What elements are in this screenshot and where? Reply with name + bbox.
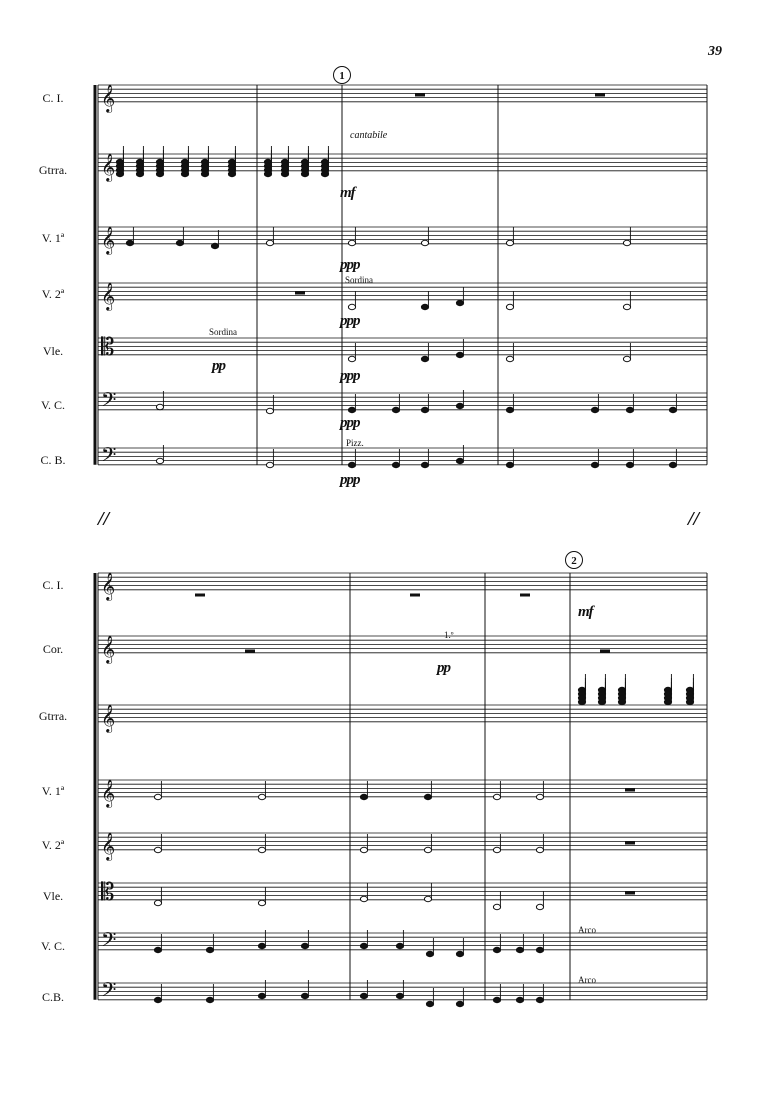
notehead xyxy=(266,462,273,467)
notehead xyxy=(626,462,633,467)
notehead xyxy=(181,171,188,176)
clef-icon: 𝄞 xyxy=(101,571,116,600)
notehead xyxy=(421,356,428,361)
notehead xyxy=(201,171,208,176)
notehead xyxy=(506,356,513,361)
notehead xyxy=(626,407,633,412)
notehead xyxy=(456,300,463,305)
notehead xyxy=(301,993,308,998)
notehead xyxy=(156,171,163,176)
notehead xyxy=(348,240,355,245)
notehead xyxy=(493,847,500,852)
notehead xyxy=(258,900,265,905)
notehead xyxy=(258,993,265,998)
notehead xyxy=(536,947,543,952)
instrument-label: C. B. xyxy=(40,453,66,467)
notehead xyxy=(686,699,693,704)
rehearsal-mark: 1 xyxy=(333,66,351,84)
notehead xyxy=(664,699,671,704)
dynamic-marking: ppp xyxy=(340,368,360,384)
notehead xyxy=(493,794,500,799)
clef-icon: 𝄡 xyxy=(101,332,115,361)
system-break-right: // xyxy=(688,508,700,530)
notehead xyxy=(348,462,355,467)
notehead xyxy=(301,943,308,948)
clef-icon: 𝄞 xyxy=(101,225,116,254)
notehead xyxy=(516,997,523,1002)
clef-icon: 𝄢 xyxy=(101,387,117,416)
sordina-marking: Sordina xyxy=(345,275,373,285)
instrument-label: V. 1ª xyxy=(41,231,65,245)
notehead xyxy=(156,458,163,463)
notehead xyxy=(669,462,676,467)
notehead xyxy=(360,847,367,852)
clef-icon: 𝄢 xyxy=(101,442,117,471)
notehead xyxy=(424,847,431,852)
instrument-label: Cor. xyxy=(42,642,64,656)
notehead xyxy=(598,699,605,704)
sordina-marking: Sordina xyxy=(209,327,237,337)
notehead xyxy=(623,356,630,361)
expression-marking: cantabile xyxy=(350,130,388,141)
notehead xyxy=(154,794,161,799)
dynamic-marking: pp xyxy=(212,358,225,374)
notehead xyxy=(360,943,367,948)
arco-marking: Arco xyxy=(578,925,596,935)
notehead xyxy=(176,240,183,245)
notehead xyxy=(396,943,403,948)
notehead xyxy=(154,947,161,952)
dynamic-marking: ppp xyxy=(340,257,360,273)
instrument-label: Vle. xyxy=(42,344,64,358)
clef-icon: 𝄞 xyxy=(101,634,116,663)
notehead xyxy=(426,1001,433,1006)
notehead xyxy=(456,403,463,408)
notehead xyxy=(116,171,123,176)
instrument-label: V. 1ª xyxy=(41,784,65,798)
notehead xyxy=(258,847,265,852)
instrument-label: V. 2ª xyxy=(41,838,65,852)
instrument-label: C. I. xyxy=(42,91,64,105)
system-break-left: // xyxy=(98,508,110,530)
clef-icon: 𝄢 xyxy=(101,977,117,1006)
notehead xyxy=(578,699,585,704)
dynamic-marking: ppp xyxy=(340,313,360,329)
clef-icon: 𝄞 xyxy=(101,831,116,860)
dynamic-marking: pp xyxy=(437,660,450,676)
notehead xyxy=(493,947,500,952)
notehead xyxy=(392,462,399,467)
notehead xyxy=(421,240,428,245)
notehead xyxy=(424,794,431,799)
notehead xyxy=(211,243,218,248)
dynamic-marking: mf xyxy=(578,604,593,620)
notehead xyxy=(591,462,598,467)
notehead xyxy=(536,794,543,799)
notehead xyxy=(669,407,676,412)
instrument-label: C. I. xyxy=(42,578,64,592)
notehead xyxy=(456,951,463,956)
clef-icon: 𝄞 xyxy=(101,778,116,807)
notehead xyxy=(506,304,513,309)
notehead xyxy=(396,993,403,998)
dynamic-marking: ppp xyxy=(340,472,360,488)
rests xyxy=(195,95,635,893)
staff-lines xyxy=(98,85,707,1000)
barlines xyxy=(98,85,707,1000)
notehead xyxy=(126,240,133,245)
notehead xyxy=(623,304,630,309)
notehead xyxy=(136,171,143,176)
notehead xyxy=(506,462,513,467)
part-marking: 1.º xyxy=(444,630,454,640)
notehead xyxy=(156,404,163,409)
clef-icon: 𝄡 xyxy=(101,877,115,906)
instrument-label: V. C. xyxy=(40,939,66,953)
clef-icon: 𝄞 xyxy=(101,703,116,732)
notehead xyxy=(456,1001,463,1006)
notehead xyxy=(424,896,431,901)
notehead xyxy=(536,997,543,1002)
notehead xyxy=(228,171,235,176)
notehead xyxy=(421,304,428,309)
notehead xyxy=(426,951,433,956)
clef-icon: 𝄞 xyxy=(101,83,116,112)
notehead xyxy=(456,458,463,463)
notehead xyxy=(493,904,500,909)
notehead xyxy=(618,699,625,704)
dynamic-marking: mf xyxy=(340,185,355,201)
notehead xyxy=(266,240,273,245)
notehead xyxy=(591,407,598,412)
instrument-label: V. C. xyxy=(40,398,66,412)
notehead xyxy=(456,352,463,357)
notehead xyxy=(258,943,265,948)
clef-icon: 𝄞 xyxy=(101,152,116,181)
instrument-label: Gtrra. xyxy=(38,163,68,177)
notehead xyxy=(258,794,265,799)
rehearsal-mark: 2 xyxy=(565,551,583,569)
notehead xyxy=(536,904,543,909)
notehead xyxy=(321,171,328,176)
notehead xyxy=(506,240,513,245)
notehead xyxy=(154,847,161,852)
notehead xyxy=(301,171,308,176)
notehead xyxy=(206,947,213,952)
notehead xyxy=(421,407,428,412)
notehead xyxy=(154,997,161,1002)
notehead xyxy=(360,993,367,998)
clefs xyxy=(101,84,116,1006)
notehead xyxy=(493,997,500,1002)
notehead xyxy=(348,304,355,309)
notehead xyxy=(264,171,271,176)
arco-marking: Arco xyxy=(578,975,596,985)
instrument-label: C.B. xyxy=(41,990,64,1004)
instrument-label: V. 2ª xyxy=(41,287,65,301)
notehead xyxy=(206,997,213,1002)
instrument-label: Vle. xyxy=(42,889,64,903)
notehead xyxy=(360,896,367,901)
clef-icon: 𝄞 xyxy=(101,281,116,310)
notehead xyxy=(506,407,513,412)
dynamic-marking: ppp xyxy=(340,415,360,431)
clef-icon: 𝄢 xyxy=(101,927,117,956)
instrument-label: Gtrra. xyxy=(38,709,68,723)
notehead xyxy=(281,171,288,176)
notehead xyxy=(421,462,428,467)
page-number: 39 xyxy=(708,44,722,59)
notehead xyxy=(266,408,273,413)
notehead xyxy=(516,947,523,952)
notehead xyxy=(392,407,399,412)
notehead xyxy=(348,407,355,412)
notes xyxy=(116,146,693,1007)
pizz-marking: Pizz. xyxy=(346,438,364,448)
notehead xyxy=(623,240,630,245)
notehead xyxy=(360,794,367,799)
notehead xyxy=(536,847,543,852)
notehead xyxy=(154,900,161,905)
notehead xyxy=(348,356,355,361)
